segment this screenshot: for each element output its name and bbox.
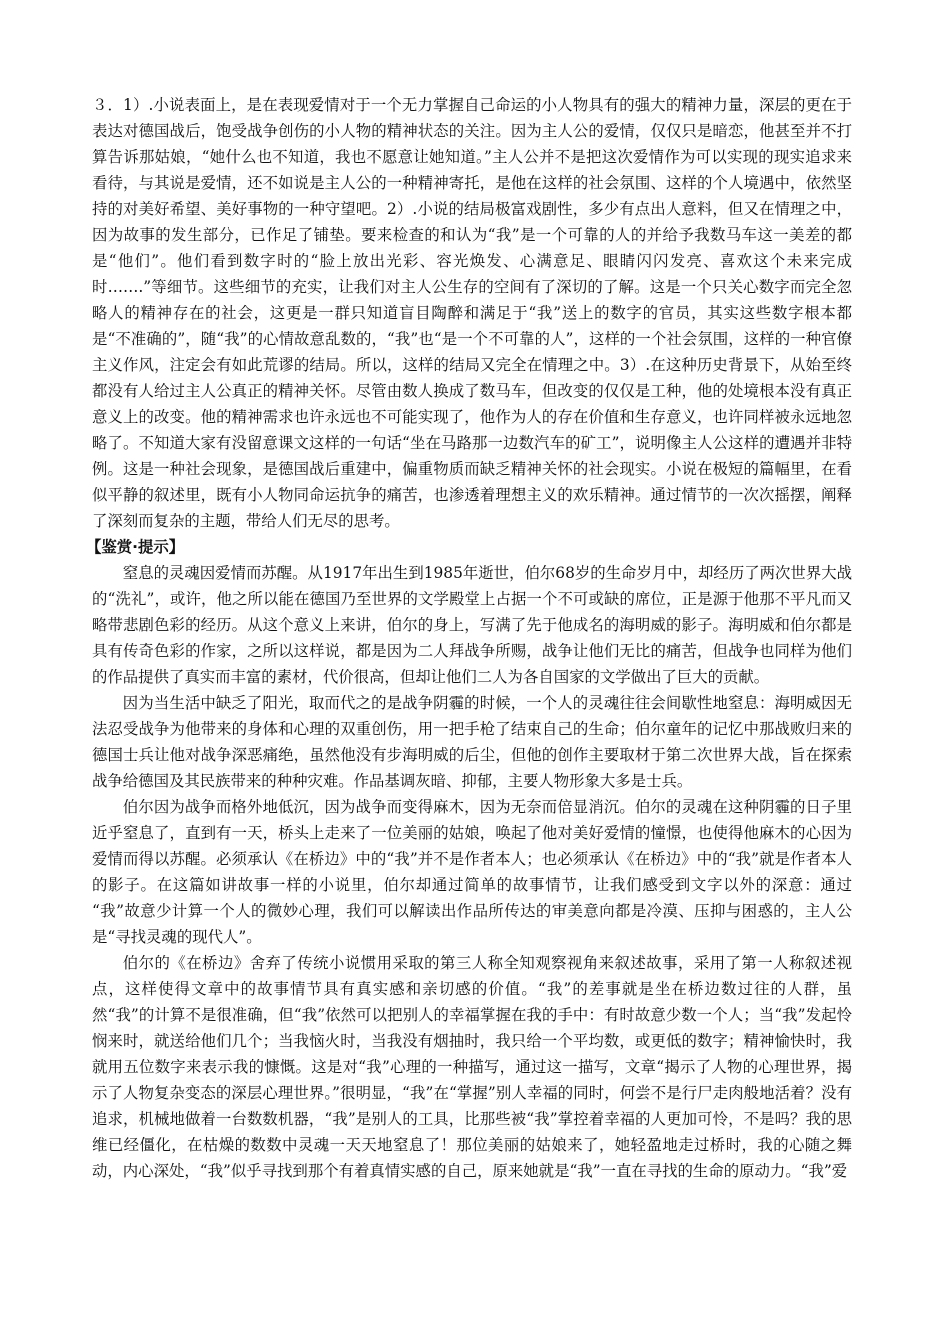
body-paragraph: 伯尔的《在桥边》舍弃了传统小说惯用采取的第三人称全知观察视角来叙述故事，采用了第一人称叙述视点，这样使得文章中的故事情节具有真实感和亲切感的价值。“我”的差事就是坐在桥边数过往的人群，虽然“我”的计算不是很准确，但“我”依然可以把别人的幸福掌握在我的手中：有时故意少数一个人；当“我”发起怜悯来时，就送给他们几个；当我恼火时，当我没有烟抽时，我只给一个平均数，或更低的数字；精神愉快时，我就用五位数字来表示我的慷慨。这是对“我”心理的一种描写，通过这一描写，文章“揭示了人物的心理世界，揭示了人物复杂变态的深层心理世界。”很明显，“我”在“掌握”别人幸福的同时，何尝不是行尸走肉般地活着？没有追求，机械地做着一台数数机器，“我”是别人的工具，比那些被“我”掌控着幸福的人更加可怜，不是吗？我的思维已经僵化，在枯燥的数数中灵魂一天天地窒息了！那位美丽的姑娘来了，她轻盈地走过桥时，我的心随之舞动，内心深处，“我”似乎寻找到那个有着真情实感的自己，原来她就是“我”一直在寻找的生命的原动力。“我”爱 <box>92 954 852 1180</box>
body-paragraph: 窒息的灵魂因爱情而苏醒。从1917年出生到1985年逝世，伯尔68岁的生命岁月中，却经历了两次世界大战的“洗礼”，或许，他之所以能在德国乃至世界的文学殿堂上占据一个不可或缺的席位，正是源于他那不平凡而又略带悲剧色彩的经历。从这个意义上来讲，伯尔的身上，写满了先于他成名的海明威的影子。海明威和伯尔都是具有传奇色彩的作家，之所以这样说，都是因为二人拜战争所赐，战争让他们无比的痛苦，但战争也同样为他们的作品提供了真实而丰富的素材，代价很高，但却让他们二人为各自国家的文学做出了巨大的贡献。 <box>92 564 852 686</box>
body-paragraph: 因为当生活中缺乏了阳光，取而代之的是战争阴霾的时候，一个人的灵魂往往会间歇性地窒息：海明威因无法忍受战争为他带来的身体和心理的双重创伤，用一把手枪了结束自己的生命；伯尔童年的记忆中那战败归来的德国士兵让他对战争深恶痛绝，虽然他没有步海明威的后尘，但他的创作主要取材于第二次世界大战，旨在探索战争给德国及其民族带来的种种灾难。作品基调灰暗、抑郁，主要人物形象大多是士兵。 <box>92 694 852 790</box>
section-heading: 【鉴赏·提示】 <box>86 538 185 556</box>
body-paragraph: 伯尔因为战争而格外地低沉，因为战争而变得麻木，因为无奈而倍显消沉。伯尔的灵魂在这种阴霾的日子里近乎窒息了，直到有一天，桥头上走来了一位美丽的姑娘，唤起了他对美好爱情的憧憬，也使得他麻木的心因为爱情而得以苏醒。必须承认《在桥边》中的“我”并不是作者本人；也必须承认《在桥边》中的“我”就是作者本人的影子。在这篇如讲故事一样的小说里，伯尔却通过简单的故事情节，让我们感受到文字以外的深意：通过 “我”故意少计算一个人的微妙心理，我们可以解读出作品所传达的审美意向都是冷漠、压抑与困惑的，主人公是“寻找灵魂的现代人”。 <box>92 798 852 946</box>
document-page <box>86 92 852 1184</box>
answer-paragraph: ３．1）.小说表面上，是在表现爱情对于一个无力掌握自己命运的小人物具有的强大的精神力量，深层的更在于表达对德国战后，饱受战争创伤的小人物的精神状态的关注。因为主人公的爱情，仅仅只是暗恋，他甚至并不打算告诉那姑娘，“她什么也不知道，我也不愿意让她知道。”主人公并不是把这次爱情作为可以实现的现实追求来看待，与其说是爱情，还不如说是主人公的一种精神寄托，是他在这样的社会氛围、这样的个人境遇中，依然坚持的对美好希望、美好事物的一种守望吧。2）.小说的结局极富戏剧性，多少有点出人意料，但又在情理之中，因为故事的发生部分，已作足了铺垫。要来检查的和认为“我”是一个可靠的人的并给予我数马车这一美差的都是“他们”。他们看到数字时的“脸上放出光彩、容光焕发、心满意足、眼睛闪闪发亮、喜欢这个未来完成时…….”等细节。这些细节的充实，让我们对主人公生存的空间有了深切的了解。这是一个只关心数字而完全忽略人的精神存在的社会，这更是一群只知道盲目陶醉和满足于“我”送上的数字的官员，其实这些数字根本都是“不准确的”，随“我”的心情故意乱数的，“我”也“是一个不可靠的人”，这样的一个社会氛围，这样的一种官僚主义作风，注定会有如此荒谬的结局。所以，这样的结局又完全在情理之中。3）.在这种历史背景下，从始至终都没有人给过主人公真正的精神关怀。尽管由数人换成了数马车，但改变的仅仅是工种，他的处境根本没有真正意义上的改变。他的精神需求也许永远也不可能实现了，他作为人的存在价值和生存意义，也许同样被永远地忽略了。不知道大家有没留意课文这样的一句话“坐在马路那一边数汽车的矿工”，说明像主人公这样的遭遇并非特例。这是一种社会现象，是德国战后重建中，偏重物质而缺乏精神关怀的社会现实。小说在极短的篇幅里，在看似平静的叙述里，既有小人物同命运抗争的痛苦，也渗透着理想主义的欢乐精神。通过情节的一次次摇摆，阐释了深刻而复杂的主题，带给人们无尽的思考。 <box>92 96 852 530</box>
